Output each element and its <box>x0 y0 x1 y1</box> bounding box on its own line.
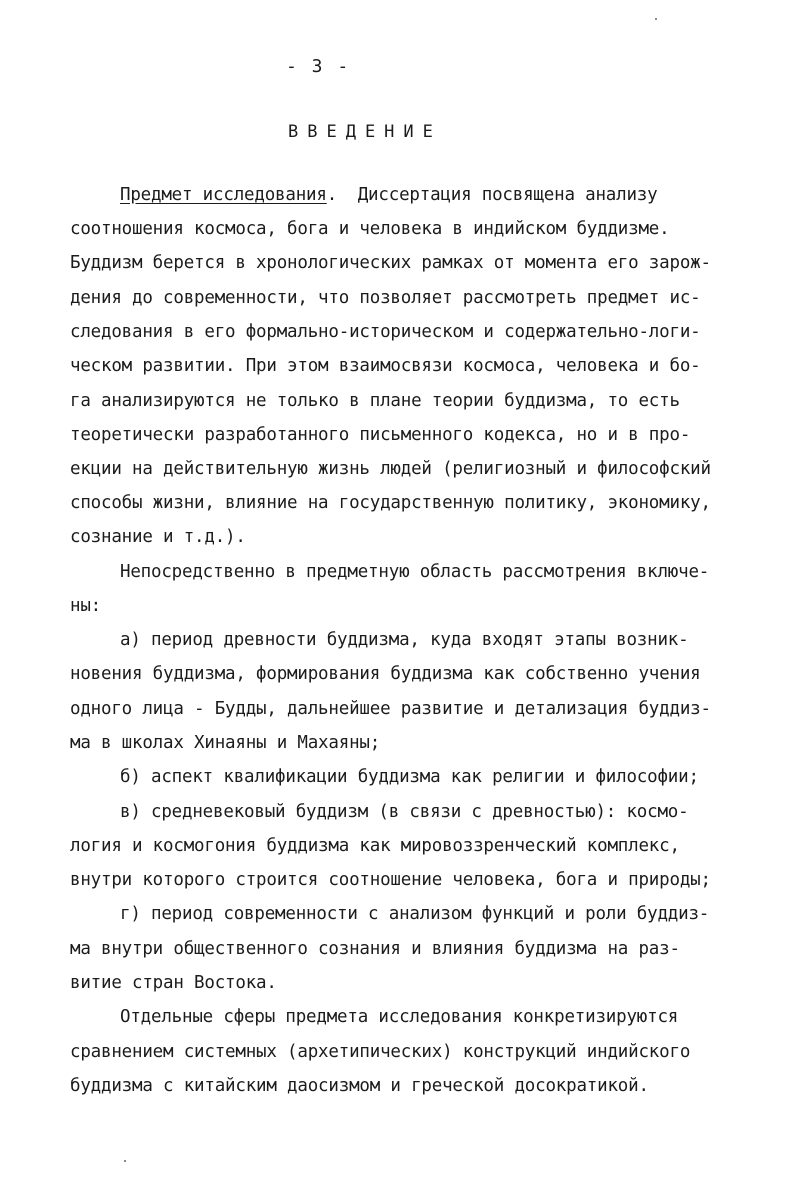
section-heading: ВВЕДЕНИЕ <box>288 122 442 142</box>
paragraph-line: соотношения космоса, бога и человека в индийском буддизме. <box>70 219 670 239</box>
scan-speck <box>124 1160 126 1162</box>
list-item-line: новения буддизма, формирования буддизма как собственно учения <box>70 664 701 684</box>
list-item-line: одного лица - Будды, дальнейшее развитие и детализация буддиз- <box>70 699 711 719</box>
paragraph-line: Непосредственно в предметную область рассмотрения включе- <box>120 562 710 582</box>
paragraph-line: буддизма с китайским даосизмом и греческой досократикой. <box>70 1076 649 1096</box>
list-item-line: витие стран Востока. <box>70 973 277 993</box>
list-item-line: внутри которого строится соотношение человека, бога и природы; <box>70 870 711 890</box>
scan-speck <box>655 18 657 20</box>
paragraph-line: следования в его формально-историческом и содержательно-логи- <box>70 322 701 342</box>
paragraph-line: теоретически разработанного письменного кодекса, но и в про- <box>70 425 691 445</box>
list-item-line: в) средневековый буддизм (в связи с древностью): космо- <box>120 802 689 822</box>
paragraph-line: екции на действительную жизнь людей (религиозный и философский <box>70 459 711 479</box>
paragraph-line <box>120 183 657 207</box>
paragraph-line: сознание и т.д.). <box>70 527 246 547</box>
list-item-line: г) период современности с анализом функций и роли буддиз- <box>120 904 710 924</box>
paragraph-line: дения до современности, что позволяет рассмотреть предмет ис- <box>70 288 701 308</box>
paragraph-line: сравнением системных (архетипических) конструкций индийского <box>70 1042 691 1062</box>
list-item-line: ма внутри общественного сознания и влияния буддизма на раз- <box>70 939 680 959</box>
subject-intro: . Диссертация посвящена анализу <box>326 185 658 205</box>
paragraph-line: Отдельные сферы предмета исследования конкретизируются <box>120 1007 679 1027</box>
list-item-line: а) период древности буддизма, куда входят этапы возник- <box>120 630 689 650</box>
paragraph-line: способы жизни, влияние на государственную политику, экономику, <box>70 493 711 513</box>
subject-label: Предмет исследования <box>120 185 327 205</box>
list-item-line: ма в школах Хинаяны и Махаяны; <box>70 733 381 753</box>
paragraph-line: ны: <box>70 596 102 616</box>
paragraph-line: Буддизм берется в хронологических рамках от момента его зарож- <box>70 253 711 273</box>
paragraph-line: га анализируются не только в плане теории буддизма, то есть <box>70 391 680 411</box>
list-item-line: логия и космогония буддизма как мировоззренческий комплекс, <box>70 836 680 856</box>
paragraph-line: ческом развитии. При этом взаимосвязи космоса, человека и бо- <box>70 356 701 376</box>
list-item-line: б) аспект квалификации буддизма как религии и философии; <box>120 767 699 787</box>
page-number: - 3 - <box>286 56 351 77</box>
